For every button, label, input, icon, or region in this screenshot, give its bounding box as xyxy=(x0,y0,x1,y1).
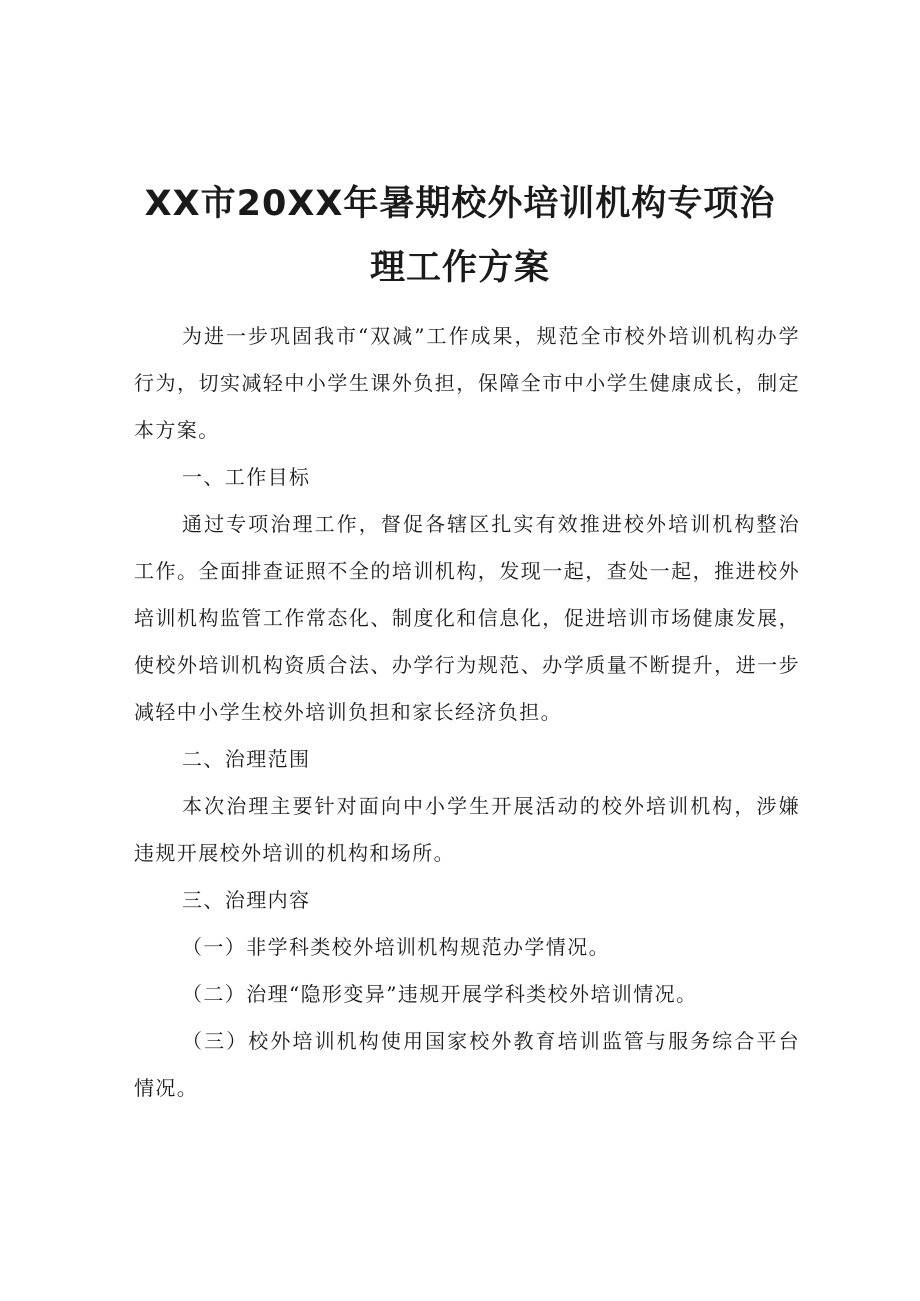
document-title xyxy=(120,172,800,300)
goals-paragraph: 通过专项治理工作，督促各辖区扎实有效推进校外培训机构整治工作。全面排查证照不全的培训机构，发现一起，查处一起，推进校外培训机构监管工作常态化、制度化和信息化，促进培训市场健康发展，使校外培训机构资质合法、办学行为规范、办学质量不断提升，进一步减轻中小学生校外培训负担和家长经济负担。 xyxy=(134,512,800,724)
section-heading-scope: 二、治理范围 xyxy=(182,747,311,771)
section-heading-content: 三、治理内容 xyxy=(182,888,311,912)
scope-paragraph: 本次治理主要针对面向中小学生开展活动的校外培训机构，涉嫌违规开展校外培训的机构和场所。 xyxy=(134,794,800,865)
content-item-3: （三）校外培训机构使用国家校外教育培训监管与服务综合平台情况。 xyxy=(134,1029,800,1100)
content-item-1: （一）非学科类校外培训机构规范办学情况。 xyxy=(182,935,610,959)
section-heading-goals: 一、工作目标 xyxy=(182,465,311,489)
title-line-1: XX市20XX年暑期校外培训机构专项治 xyxy=(144,184,776,224)
document-body xyxy=(134,313,800,1112)
intro-paragraph: 为进一步巩固我市“双减”工作成果，规范全市校外培训机构办学行为，切实减轻中小学生课外负担，保障全市中小学生健康成长，制定本方案。 xyxy=(134,324,800,442)
content-item-2: （二）治理“隐形变异”违规开展学科类校外培训情况。 xyxy=(182,982,698,1006)
title-line-2: 理工作方案 xyxy=(369,248,550,288)
